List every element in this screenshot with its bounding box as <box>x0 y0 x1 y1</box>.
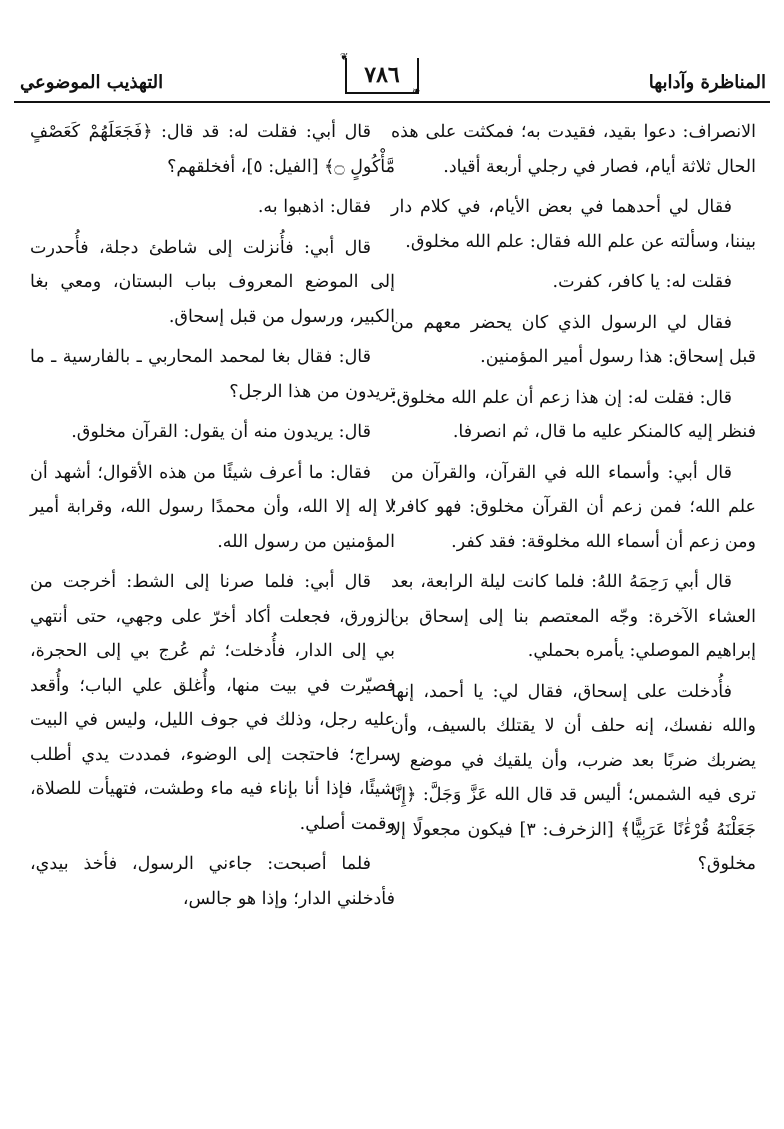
paragraph: فقال: ما أعرف شيئًا من هذه الأقوال؛ أشهد أن لا إله إلا الله، وأن محمدًا رسول الله، وقرابة أمير المؤمنين من رسول الله. <box>30 462 395 552</box>
paragraph: فقال لي أحدهما في بعض الأيام، في كلام دار بيننا، وسألته عن علم الله فقال: علم الله مخلوق. <box>391 197 756 252</box>
paragraph: فلما أصبحت: جاءني الرسول، فأخذ بيدي، فأدخلني الدار؛ وإذا هو جالس، <box>30 854 395 909</box>
book-title: التهذيب الموضوعي <box>20 72 164 93</box>
left-column <box>30 115 395 922</box>
paragraph: قال: فقلت له: إن هذا زعم أن علم الله مخلوق؛ فنظر إليه كالمنكر عليه ما قال، ثم انصرفا. <box>391 387 756 442</box>
paragraph: فأُدخلت على إسحاق، فقال لي: يا أحمد، إنها والله نفسك، إنه حلف أن لا يقتلك بالسيف، وأن يضربك ضربًا بعد ضرب، وأن يلقيك في موضع لا ترى فيه الشمس؛ أليس قد قال الله عَزَّ وَجَلَّ: ﴿إِنَّا جَعَلْنَهُ قُرْءَٰنًا عَرَبِيًّا﴾ [الزخرف: ٣] فيكون مجعولًا إلا مخلوق؟ <box>391 681 756 874</box>
ornament-icon: ❦ <box>340 52 349 63</box>
paragraph: قال أبي رَحِمَهُ اللهُ: فلما كانت ليلة الرابعة، بعد العشاء الآخرة: وجّه المعتصم بنا إلى إسحاق بن إبراهيم الموصلي: يأمره بحملي. <box>391 572 756 661</box>
paragraph: قال: فقال بغا لمحمد المحاربي ـ بالفارسية ـ ما تريدون من هذا الرجل؟ <box>30 347 395 402</box>
paragraph: الانصراف: دعوا بقيد، فقيدت به؛ فمكثت على هذه الحال ثلاثة أيام، فصار في رجلي أربعة أقياد. <box>391 122 756 177</box>
header-rule <box>14 101 770 103</box>
chapter-title: المناظرة وآدابها <box>648 72 766 93</box>
paragraph: قال أبي: فلما صرنا إلى الشط: أخرجت من الزورق، فجعلت أكاد أخرّ على وجهي، حتى أنتهي بي إلى الدار، فأُدخلت؛ ثم عُرج بي إلى الحجرة، فصيّرت في بيت منها، وأُغلق علي الباب؛ وأُقعد عليه رجل، وذلك في جوف الليل، وليس في البيت سراج؛ فاحتجت إلى الوضوء، فمددت يدي أطلب شيئًا، فإذا أنا بإناء فيه ماء وطشت، فتهيأت للصلاة، وقمت أصلي. <box>30 572 395 834</box>
paragraph: قال أبي: فقلت له: قد قال: ﴿فَجَعَلَهُمْ كَعَصْفٍ مَّأْكُولٍ ۝﴾ [الفيل: ٥]، أفخلقهم؟ <box>30 122 395 177</box>
paragraph: قال: يريدون منه أن يقول: القرآن مخلوق. <box>71 422 371 442</box>
page-header <box>0 50 784 105</box>
paragraph: قال أبي: وأسماء الله في القرآن، والقرآن من علم الله؛ فمن زعم أن القرآن مخلوق: فهو كافر؛ ومن زعم أن أسماء الله مخلوقة: فقد كفر. <box>391 462 756 552</box>
ornament-icon: ❧ <box>412 86 421 97</box>
right-column <box>391 115 756 888</box>
paragraph: فقال: اذهبوا به. <box>257 197 371 217</box>
page-number: ٧٨٦ <box>345 58 419 94</box>
paragraph: فقلت له: يا كافر، كفرت. <box>552 272 732 292</box>
paragraph: قال أبي: فأُنزلت إلى شاطئ دجلة، فأُحدرت إلى الموضع المعروف بباب البستان، ومعي بغا الكبير، ورسول من قبل إسحاق. <box>30 237 395 327</box>
paragraph: فقال لي الرسول الذي كان يحضر معهم من قبل إسحاق: هذا رسول أمير المؤمنين. <box>391 312 756 367</box>
